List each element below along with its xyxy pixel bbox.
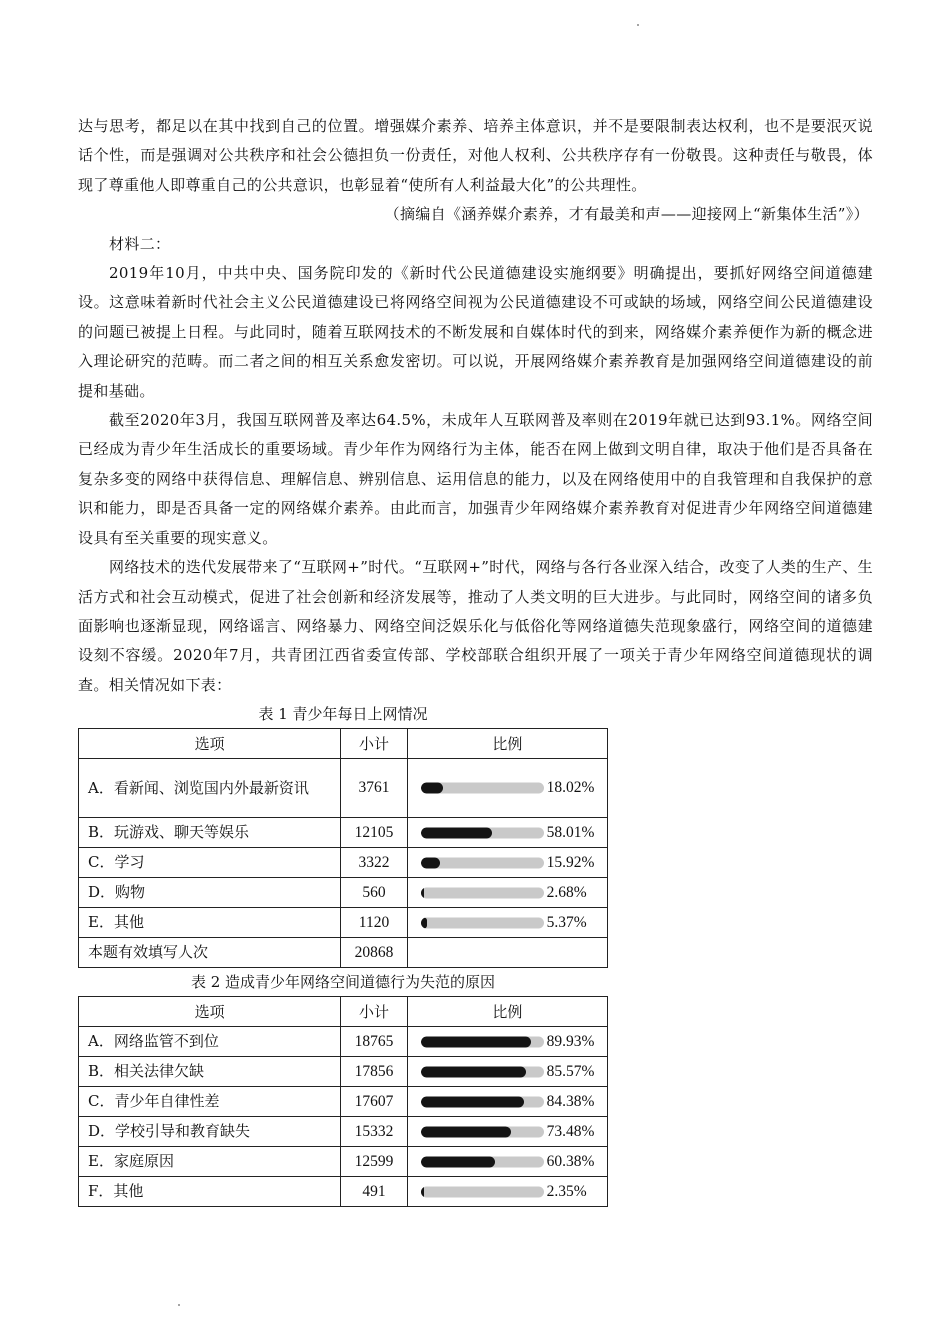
ratio-cell [407, 1027, 607, 1057]
source-citation: （摘编自《涵养媒介素养，才有最美和声——迎接网上“新集体生活”》） [384, 205, 869, 224]
header-count: 小计 [341, 997, 407, 1027]
option-label: D．学校引导和教育缺失 [79, 1117, 341, 1147]
material-2-heading: 材料二： [109, 234, 171, 253]
header-ratio: 比例 [407, 729, 607, 759]
table-2-caption: 表 2 造成青少年网络空间道德行为失范的原因 [190, 973, 496, 992]
count-value: 12599 [341, 1147, 407, 1177]
document-page [78, 112, 873, 1207]
count-value: 15332 [341, 1117, 407, 1147]
table-row [79, 759, 608, 818]
percent-label: 5.37% [546, 913, 587, 931]
progress-bar [421, 827, 544, 838]
progress-fill [421, 1156, 495, 1167]
ratio-cell [407, 818, 607, 848]
percent-label: 2.68% [546, 883, 587, 901]
progress-fill [421, 857, 441, 868]
progress-bar [421, 857, 544, 868]
table-row [79, 878, 608, 908]
progress-bar [421, 917, 544, 928]
option-label: C．学习 [79, 848, 341, 878]
percent-label: 2.35% [546, 1182, 587, 1200]
progress-bar [421, 1126, 544, 1137]
progress-fill [421, 1126, 511, 1137]
progress-bar [421, 1186, 544, 1197]
progress-fill [421, 1066, 526, 1077]
count-value: 12105 [341, 818, 407, 848]
progress-fill [421, 1036, 532, 1047]
table-row [79, 1057, 608, 1087]
count-value: 1120 [341, 908, 407, 938]
table-row [79, 848, 608, 878]
table-header-row [79, 997, 608, 1027]
percent-label: 18.02% [546, 779, 595, 797]
progress-fill [421, 827, 492, 838]
table-1-caption: 表 1 青少年每日上网情况 [258, 705, 428, 724]
progress-bar [421, 1036, 544, 1047]
header-option: 选项 [79, 729, 341, 759]
percent-label: 84.38% [546, 1092, 595, 1110]
table-header-row [79, 729, 608, 759]
percent-label: 85.57% [546, 1062, 595, 1080]
option-label: A．网络监管不到位 [79, 1027, 341, 1057]
progress-fill [421, 1096, 525, 1107]
table-1 [78, 728, 608, 968]
table-row [79, 908, 608, 938]
table-row [79, 1177, 608, 1207]
table-total-row [79, 938, 608, 968]
empty-cell [407, 938, 607, 968]
option-label: E．家庭原因 [79, 1147, 341, 1177]
progress-bar [421, 1096, 544, 1107]
ratio-cell [407, 1147, 607, 1177]
scan-speck [637, 24, 639, 26]
percent-label: 15.92% [546, 853, 595, 871]
count-value: 17607 [341, 1087, 407, 1117]
paragraph-3: 截至2020年3月，我国互联网普及率达64.5%，未成年人互联网普及率则在2019年就已达到93.1%。网络空间已经成为青少年生活成长的重要场域。青少年作为网络行为主体，能否在网上做到文明自律，取决于他们是否具备在复杂多变的网络中获得信息、理解信息、辨别信息、运用信息的能力，以及在网络使用中的自我管理和自我保护的意识和能力，即是否具备一定的网络媒介素养。由此而言，加强青少年网络媒介素养教育对促进青少年网络空间道德建设具有至关重要的现实意义。 [78, 411, 873, 547]
table-row [79, 1117, 608, 1147]
ratio-cell [407, 1087, 607, 1117]
option-label: A．看新闻、浏览国内外最新资讯 [79, 759, 341, 818]
ratio-cell [407, 848, 607, 878]
scan-speck [178, 1304, 180, 1306]
table-row [79, 1087, 608, 1117]
percent-label: 58.01% [546, 823, 595, 841]
percent-label: 89.93% [546, 1032, 595, 1050]
option-label: C．青少年自律性差 [79, 1087, 341, 1117]
header-ratio: 比例 [407, 997, 607, 1027]
paragraph-4: 网络技术的迭代发展带来了“互联网+”时代。“互联网+”时代，网络与各行各业深入结合，改变了人类的生产、生活方式和社会互动模式，促进了社会创新和经济发展等，推动了人类文明的巨大进步。与此同时，网络空间的诸多负面影响也逐渐显现，网络谣言、网络暴力、网络空间泛娱乐化与低俗化等网络道德失范现象盛行，网络空间的道德建设刻不容缓。2020年7月，共青团江西省委宣传部、学校部联合组织开展了一项关于青少年网络空间道德现状的调查。相关情况如下表： [78, 558, 874, 694]
progress-bar [421, 1156, 544, 1167]
table-row [79, 818, 608, 848]
header-count: 小计 [341, 729, 407, 759]
ratio-cell [407, 1177, 607, 1207]
table-row [79, 1027, 608, 1057]
progress-fill [421, 917, 428, 928]
option-label: F．其他 [79, 1177, 341, 1207]
ratio-cell [407, 759, 607, 818]
ratio-cell [407, 1057, 607, 1087]
option-label: D．购物 [79, 878, 341, 908]
count-value: 17856 [341, 1057, 407, 1087]
ratio-cell [407, 1117, 607, 1147]
count-value: 3322 [341, 848, 407, 878]
total-label: 本题有效填写人次 [79, 938, 341, 968]
ratio-cell [407, 878, 607, 908]
percent-label: 60.38% [546, 1152, 595, 1170]
option-label: E．其他 [79, 908, 341, 938]
progress-fill [421, 1186, 425, 1197]
count-value: 18765 [341, 1027, 407, 1057]
header-option: 选项 [79, 997, 341, 1027]
paragraph-1: 达与思考，都足以在其中找到自己的位置。增强媒介素养、培养主体意识，并不是要限制表达权利，也不是要泯灭说话个性，而是强调对公共秩序和社会公德担负一份责任，对他人权利、公共秩序存有一份敬畏。这种责任与敬畏，体现了尊重他人即尊重自己的公共意识，也彰显着“使所有人利益最大化”的公共理性。 [78, 117, 873, 194]
count-value: 3761 [341, 759, 407, 818]
progress-fill [421, 887, 425, 898]
table-2 [78, 996, 608, 1207]
ratio-cell [407, 908, 607, 938]
percent-label: 73.48% [546, 1122, 595, 1140]
progress-bar [421, 1066, 544, 1077]
table-row [79, 1147, 608, 1177]
progress-fill [421, 783, 443, 794]
progress-bar [421, 887, 544, 898]
progress-bar [421, 783, 544, 794]
option-label: B．相关法律欠缺 [79, 1057, 341, 1087]
count-value: 491 [341, 1177, 407, 1207]
count-value: 560 [341, 878, 407, 908]
paragraph-2: 2019年10月，中共中央、国务院印发的《新时代公民道德建设实施纲要》明确提出，要抓好网络空间道德建设。这意味着新时代社会主义公民道德建设已将网络空间视为公民道德建设不可或缺的场域，网络空间公民道德建设的问题已被提上日程。与此同时，随着互联网技术的不断发展和自媒体时代的到来，网络媒介素养便作为新的概念进入理论研究的范畴。而二者之间的相互关系愈发密切。可以说，开展网络媒介素养教育是加强网络空间道德建设的前提和基础。 [78, 264, 873, 400]
total-count: 20868 [341, 938, 407, 968]
option-label: B．玩游戏、聊天等娱乐 [79, 818, 341, 848]
